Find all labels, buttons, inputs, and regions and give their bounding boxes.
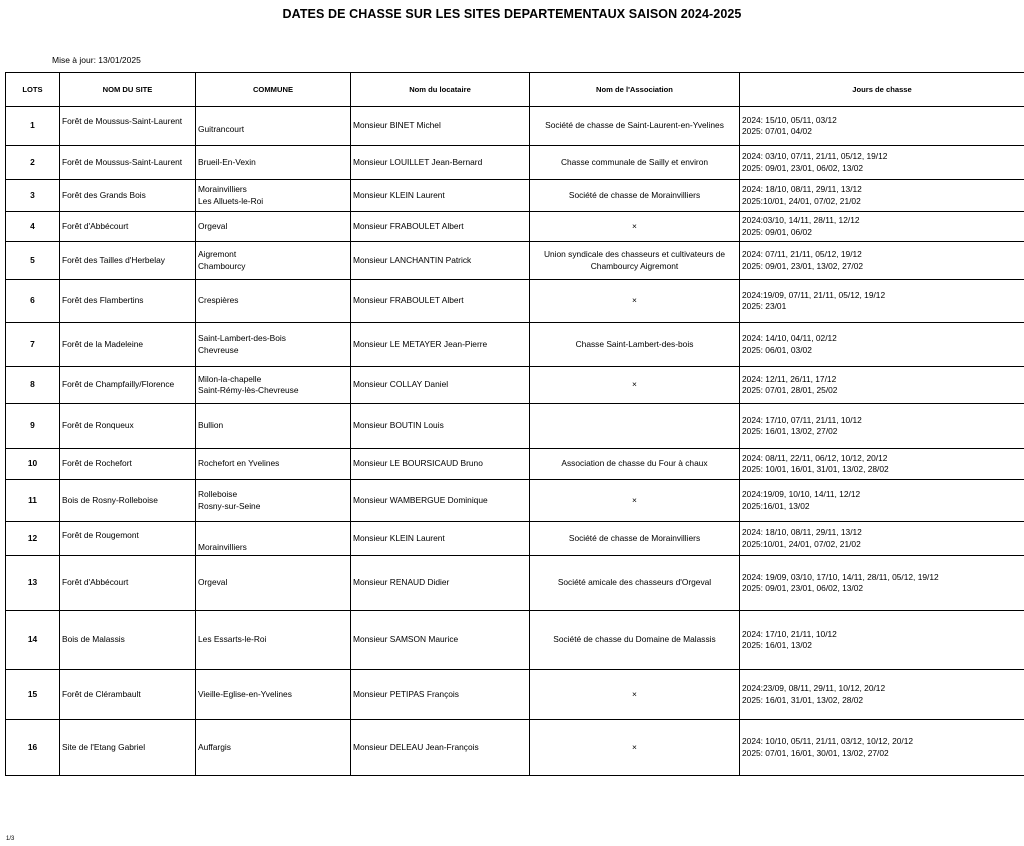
site-cell: Forêt de Ronqueux <box>60 404 196 449</box>
table-row <box>6 670 1024 720</box>
locataire-cell: Monsieur KLEIN Laurent <box>351 522 530 556</box>
commune-cell <box>196 180 351 212</box>
site-cell: Forêt des Grands Bois <box>60 180 196 212</box>
days-cell <box>740 522 1024 556</box>
table-row <box>6 180 1024 212</box>
association-cell: Société de chasse du Domaine de Malassis <box>530 611 740 670</box>
site-cell: Forêt de Rougemont <box>60 522 196 556</box>
days-cell <box>740 212 1024 242</box>
locataire-cell: Monsieur LOUILLET Jean-Bernard <box>351 146 530 180</box>
header-days: Jours de chasse <box>740 73 1024 107</box>
locataire-cell: Monsieur BOUTIN Louis <box>351 404 530 449</box>
locataire-cell: Monsieur RENAUD Didier <box>351 556 530 611</box>
lot-cell: 15 <box>6 670 60 720</box>
commune-cell <box>196 522 351 556</box>
commune-line: Saint-Lambert-des-Bois <box>198 333 286 343</box>
site-cell: Forêt des Flambertins <box>60 280 196 323</box>
lot-cell: 12 <box>6 522 60 556</box>
lot-cell: 10 <box>6 449 60 480</box>
header-locataire: Nom du locataire <box>351 73 530 107</box>
commune-line: Orgeval <box>198 220 228 231</box>
days-cell <box>740 367 1024 404</box>
site-cell: Forêt de Moussus-Saint-Laurent <box>60 107 196 146</box>
commune-line: Bullion <box>198 420 224 431</box>
association-cell: Chasse communale de Sailly et environ <box>530 146 740 180</box>
days-line: 2024:19/09, 07/11, 21/11, 05/12, 19/12 <box>742 289 886 300</box>
site-cell: Forêt de Clérambault <box>60 670 196 720</box>
site-cell: Bois de Malassis <box>60 611 196 670</box>
commune-line: Chambourcy <box>198 260 246 271</box>
days-cell <box>740 449 1024 480</box>
days-line: 2025:16/01, 13/02 <box>742 500 810 511</box>
commune-cell <box>196 367 351 404</box>
locataire-cell: Monsieur DELEAU Jean-François <box>351 720 530 776</box>
lot-cell: 6 <box>6 280 60 323</box>
locataire-cell: Monsieur KLEIN Laurent <box>351 180 530 212</box>
association-cell <box>530 404 740 449</box>
lot-cell: 13 <box>6 556 60 611</box>
locataire-cell: Monsieur WAMBERGUE Dominique <box>351 480 530 522</box>
lot-cell: 5 <box>6 242 60 280</box>
commune-cell <box>196 670 351 720</box>
header-site: NOM DU SITE <box>60 73 196 107</box>
site-cell: Forêt d'Abbécourt <box>60 212 196 242</box>
commune-line: Morainvilliers <box>198 541 247 552</box>
table-row <box>6 449 1024 480</box>
commune-line: Auffargis <box>198 741 231 752</box>
days-cell <box>740 670 1024 720</box>
site-cell: Forêt de Rochefort <box>60 449 196 480</box>
commune-cell <box>196 556 351 611</box>
commune-line: Vieille-Eglise-en-Yvelines <box>198 688 292 699</box>
table-row <box>6 720 1024 776</box>
table-row <box>6 242 1024 280</box>
commune-cell <box>196 449 351 480</box>
days-line: 2024: 17/10, 07/11, 21/11, 10/12 <box>742 414 862 425</box>
lot-cell: 3 <box>6 180 60 212</box>
commune-cell <box>196 323 351 367</box>
association-cell: × <box>530 212 740 242</box>
site-cell: Bois de Rosny-Rolleboise <box>60 480 196 522</box>
table-row <box>6 280 1024 323</box>
site-cell: Forêt d'Abbécourt <box>60 556 196 611</box>
days-line: 2024: 10/10, 05/11, 21/11, 03/12, 10/12, 20/12 <box>742 736 914 746</box>
days-line: 2025: 07/01, 28/01, 25/02 <box>742 385 838 395</box>
association-cell: Société de chasse de Saint-Laurent-en-Yvelines <box>530 107 740 146</box>
commune-line: Guitrancourt <box>198 124 245 135</box>
site-cell: Site de l'Etang Gabriel <box>60 720 196 776</box>
days-line: 2025: 16/01, 13/02, 27/02 <box>742 426 838 436</box>
commune-line: Brueil-En-Vexin <box>198 156 256 167</box>
header-association: Nom de l'Association <box>530 73 740 107</box>
days-line: 2024: 19/09, 03/10, 17/10, 14/11, 28/11, 05/12, 19/12 <box>742 571 939 582</box>
days-line: 2025: 23/01 <box>742 301 787 311</box>
table-row <box>6 146 1024 180</box>
days-line: 2024: 07/11, 21/11, 05/12, 19/12 <box>742 249 862 259</box>
days-line: 2024: 08/11, 22/11, 06/12, 10/12, 20/12 <box>742 452 888 463</box>
days-line: 2025:10/01, 24/01, 07/02, 21/02 <box>742 538 861 549</box>
days-cell <box>740 404 1024 449</box>
locataire-cell: Monsieur SAMSON Maurice <box>351 611 530 670</box>
locataire-cell: Monsieur BINET Michel <box>351 107 530 146</box>
locataire-cell: Monsieur COLLAY Daniel <box>351 367 530 404</box>
days-cell <box>740 611 1024 670</box>
commune-cell <box>196 611 351 670</box>
table-header-row <box>6 73 1024 107</box>
association-cell: Société de chasse de Morainvilliers <box>530 180 740 212</box>
page-number: 1/3 <box>6 836 15 842</box>
lot-cell: 14 <box>6 611 60 670</box>
commune-cell <box>196 480 351 522</box>
lot-cell: 1 <box>6 107 60 146</box>
days-line: 2025: 09/01, 23/01, 06/02, 13/02 <box>742 583 864 593</box>
commune-line: Rosny-sur-Seine <box>198 500 261 511</box>
days-line: 2025: 16/01, 13/02 <box>742 640 812 650</box>
commune-line: Morainvilliers <box>198 184 247 194</box>
days-line: 2024: 03/10, 07/11, 21/11, 05/12, 19/12 <box>742 151 888 161</box>
lot-cell: 2 <box>6 146 60 180</box>
commune-cell <box>196 280 351 323</box>
commune-cell <box>196 107 351 146</box>
header-lots: LOTS <box>6 73 60 107</box>
commune-cell <box>196 212 351 242</box>
table-row <box>6 107 1024 146</box>
days-line: 2024:23/09, 08/11, 29/11, 10/12, 20/12 <box>742 683 886 693</box>
days-line: 2025: 06/01, 03/02 <box>742 344 812 355</box>
page-title: DATES DE CHASSE SUR LES SITES DEPARTEMENTAUX SAISON 2024-2025 <box>282 7 742 21</box>
site-cell: Forêt de la Madeleine <box>60 323 196 367</box>
table-row <box>6 367 1024 404</box>
lot-cell: 8 <box>6 367 60 404</box>
days-line: 2025: 09/01, 23/01, 13/02, 27/02 <box>742 260 864 271</box>
association-cell: × <box>530 480 740 522</box>
table-row <box>6 480 1024 522</box>
commune-line: Saint-Rémy-lès-Chevreuse <box>198 385 299 395</box>
days-cell <box>740 480 1024 522</box>
association-cell: Société amicale des chasseurs d'Orgeval <box>530 556 740 611</box>
commune-line: Les Alluets-le-Roi <box>198 195 264 206</box>
table-row <box>6 212 1024 242</box>
commune-cell <box>196 720 351 776</box>
days-line: 2024: 18/10, 08/11, 29/11, 13/12 <box>742 184 862 194</box>
association-cell: × <box>530 280 740 323</box>
table-row <box>6 556 1024 611</box>
commune-line: Orgeval <box>198 577 228 588</box>
association-cell: × <box>530 720 740 776</box>
days-cell <box>740 323 1024 367</box>
commune-cell <box>196 242 351 280</box>
days-line: 2024:03/10, 14/11, 28/11, 12/12 <box>742 215 860 225</box>
lot-cell: 9 <box>6 404 60 449</box>
header-commune: COMMUNE <box>196 73 351 107</box>
commune-cell <box>196 404 351 449</box>
commune-line: Rochefort en Yvelines <box>198 458 280 469</box>
days-cell <box>740 280 1024 323</box>
days-line: 2024: 12/11, 26/11, 17/12 <box>742 373 837 384</box>
association-cell: Association de chasse du Four à chaux <box>530 449 740 480</box>
table-row <box>6 323 1024 367</box>
site-cell: Forêt de Champfailly/Florence <box>60 367 196 404</box>
association-cell: Chasse Saint-Lambert-des-bois <box>530 323 740 367</box>
table-row <box>6 404 1024 449</box>
days-cell <box>740 720 1024 776</box>
site-cell: Forêt des Tailles d'Herbelay <box>60 242 196 280</box>
days-cell <box>740 107 1024 146</box>
days-cell <box>740 556 1024 611</box>
days-line: 2024: 14/10, 04/11, 02/12 <box>742 333 837 343</box>
days-line: 2025: 09/01, 06/02 <box>742 226 812 237</box>
commune-line: Rolleboise <box>198 489 238 499</box>
locataire-cell: Monsieur PETIPAS François <box>351 670 530 720</box>
days-line: 2024: 17/10, 21/11, 10/12 <box>742 628 837 639</box>
days-line: 2025:10/01, 24/01, 07/02, 21/02 <box>742 195 861 206</box>
commune-line: Milon-la-chapelle <box>198 373 262 384</box>
days-line: 2025: 16/01, 31/01, 13/02, 28/02 <box>742 694 864 705</box>
days-line: 2024: 18/10, 08/11, 29/11, 13/12 <box>742 527 862 537</box>
lot-cell: 11 <box>6 480 60 522</box>
hunting-dates-table <box>5 72 1024 776</box>
days-line: 2025: 07/01, 16/01, 30/01, 13/02, 27/02 <box>742 747 889 758</box>
association-cell: × <box>530 367 740 404</box>
lot-cell: 7 <box>6 323 60 367</box>
table-row <box>6 611 1024 670</box>
locataire-cell: Monsieur LE METAYER Jean-Pierre <box>351 323 530 367</box>
commune-line: Les Essarts-le-Roi <box>198 634 267 645</box>
locataire-cell: Monsieur LANCHANTIN Patrick <box>351 242 530 280</box>
days-line: 2025: 07/01, 04/02 <box>742 126 812 136</box>
days-line: 2024:19/09, 10/10, 14/11, 12/12 <box>742 489 861 499</box>
commune-line: Crespières <box>198 295 239 306</box>
lot-cell: 4 <box>6 212 60 242</box>
association-cell: Société de chasse de Morainvilliers <box>530 522 740 556</box>
commune-cell <box>196 146 351 180</box>
lot-cell: 16 <box>6 720 60 776</box>
days-line: 2025: 10/01, 16/01, 31/01, 13/02, 28/02 <box>742 464 889 474</box>
site-cell: Forêt de Moussus-Saint-Laurent <box>60 146 196 180</box>
commune-line: Chevreuse <box>198 344 239 355</box>
commune-line: Aigremont <box>198 249 237 259</box>
association-cell: × <box>530 670 740 720</box>
locataire-cell: Monsieur FRABOULET Albert <box>351 280 530 323</box>
days-line: 2024: 15/10, 05/11, 03/12 <box>742 114 837 125</box>
days-line: 2025: 09/01, 23/01, 06/02, 13/02 <box>742 162 864 173</box>
association-cell: Union syndicale des chasseurs et cultivateurs de Chambourcy Aigremont <box>530 242 740 280</box>
days-cell <box>740 146 1024 180</box>
update-date: Mise à jour: 13/01/2025 <box>52 55 141 65</box>
table-row <box>6 522 1024 556</box>
locataire-cell: Monsieur FRABOULET Albert <box>351 212 530 242</box>
days-cell <box>740 242 1024 280</box>
days-cell <box>740 180 1024 212</box>
locataire-cell: Monsieur LE BOURSICAUD Bruno <box>351 449 530 480</box>
